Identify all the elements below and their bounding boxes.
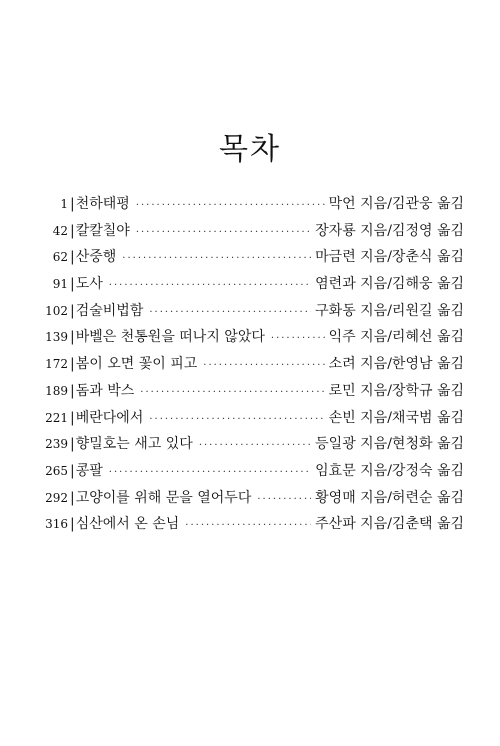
toc-entry <box>34 246 464 273</box>
leader-dots <box>109 467 311 478</box>
toc-title: 봄이 오면 꽃이 피고 <box>75 356 198 373</box>
toc-credit: 구화동 지음/리원길 옮김 <box>315 302 464 319</box>
toc-title: 향밀호는 새고 있다 <box>75 436 193 453</box>
toc-title: 콩팔 <box>75 462 103 479</box>
toc-page-number: 221 <box>45 410 68 425</box>
toc-title: 검술비법함 <box>75 302 144 319</box>
toc-list <box>34 193 464 540</box>
toc-page-number: 42 <box>52 223 68 238</box>
toc-title: 바벨은 천통원을 떠나지 않았다 <box>75 329 265 346</box>
toc-entry <box>34 300 464 327</box>
toc-title: 천하태평 <box>75 196 130 212</box>
toc-credit: 막언 지음/김관웅 옮김 <box>328 196 464 212</box>
toc-page-number: 172 <box>45 357 68 372</box>
toc-page-number: 292 <box>45 490 68 505</box>
toc-entry <box>34 193 464 220</box>
toc-separator: | <box>70 196 75 212</box>
toc-title: 산중행 <box>75 249 117 266</box>
leader-dots <box>271 333 325 344</box>
leader-dots <box>136 200 325 211</box>
leader-dots <box>199 440 311 451</box>
toc-title: 칼칼칠야 <box>75 222 130 239</box>
toc-entry <box>34 407 464 434</box>
toc-credit: 주산파 지음/김춘택 옮김 <box>315 516 464 533</box>
toc-title: 돔과 박스 <box>75 382 135 399</box>
toc-credit: 염련과 지음/김해웅 옮김 <box>315 276 464 293</box>
toc-entry <box>34 220 464 247</box>
leader-dots <box>185 520 311 531</box>
toc-title: 고양이를 위해 문을 열어두다 <box>75 489 252 506</box>
leader-dots <box>203 360 324 371</box>
toc-page-number: 102 <box>45 303 68 318</box>
toc-page-number: 1 <box>60 197 68 211</box>
toc-separator: | <box>70 409 75 426</box>
toc-page-number: 139 <box>45 330 68 345</box>
leader-dots <box>149 307 311 318</box>
toc-credit: 로민 지음/장학규 옮김 <box>328 382 464 399</box>
toc-page-number: 91 <box>52 277 68 292</box>
toc-entry <box>34 353 464 380</box>
leader-dots <box>257 494 311 505</box>
toc-entry <box>34 487 464 514</box>
toc-credit: 익주 지음/리혜선 옮김 <box>328 329 464 346</box>
toc-separator: | <box>70 382 75 399</box>
toc-credit: 임효문 지음/강정숙 옮김 <box>315 462 464 479</box>
leader-dots <box>149 414 324 425</box>
toc-entry <box>34 513 464 540</box>
leader-dots <box>136 227 311 238</box>
toc-title: 베란다에서 <box>75 409 144 426</box>
toc-page-number: 62 <box>52 250 68 265</box>
toc-page-number: 265 <box>45 463 68 478</box>
toc-separator: | <box>70 222 75 239</box>
toc-title: 도사 <box>75 276 103 293</box>
toc-entry <box>34 273 464 300</box>
toc-page-number: 316 <box>45 517 68 532</box>
toc-separator: | <box>70 489 75 506</box>
leader-dots <box>140 387 324 398</box>
toc-separator: | <box>70 276 75 293</box>
toc-entry <box>34 326 464 353</box>
toc-entry <box>34 433 464 460</box>
toc-separator: | <box>70 462 75 479</box>
toc-entry <box>34 460 464 487</box>
toc-credit: 장자룡 지음/김정영 옮김 <box>315 222 464 239</box>
toc-page-number: 239 <box>45 437 68 452</box>
toc-credit: 마금련 지음/장춘식 옮김 <box>315 249 464 266</box>
toc-page-number: 189 <box>45 383 68 398</box>
toc-separator: | <box>70 356 75 373</box>
toc-credit: 황영매 지음/허련순 옮김 <box>315 489 464 506</box>
toc-credit: 등일광 지음/현청화 옮김 <box>315 436 464 453</box>
toc-separator: | <box>70 329 75 346</box>
toc-separator: | <box>70 249 75 266</box>
toc-separator: | <box>70 436 75 453</box>
leader-dots <box>122 253 311 264</box>
toc-credit: 손빈 지음/채국범 옮김 <box>328 409 464 426</box>
toc-separator: | <box>70 516 75 533</box>
toc-title: 심산에서 온 손님 <box>75 516 180 533</box>
toc-separator: | <box>70 302 75 319</box>
toc-credit: 소려 지음/한영남 옮김 <box>328 356 464 373</box>
page-title: 목차 <box>219 132 281 167</box>
leader-dots <box>109 280 311 291</box>
toc-entry <box>34 380 464 407</box>
